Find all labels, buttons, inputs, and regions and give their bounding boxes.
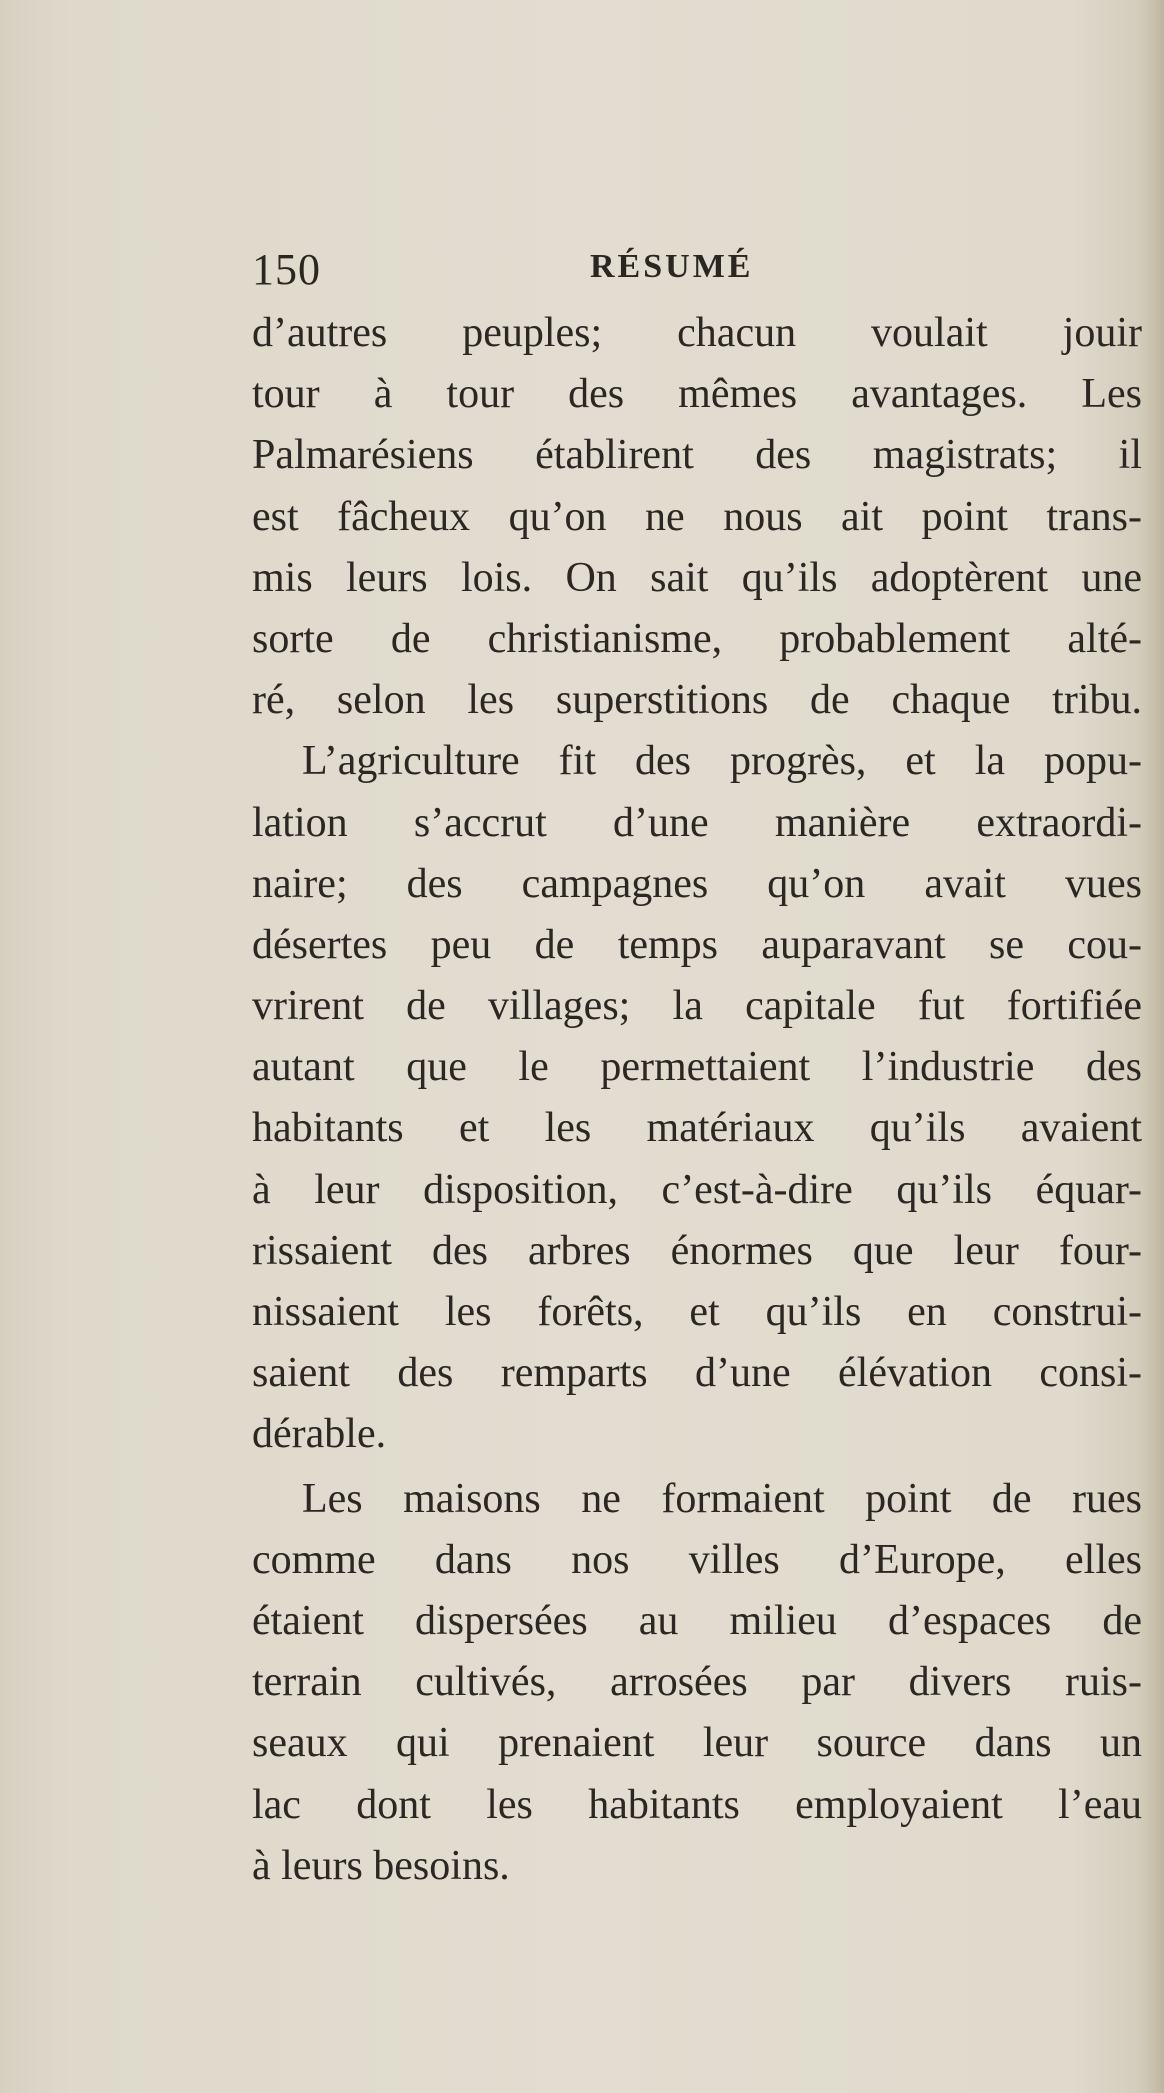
paragraph-end-line: dérable. — [252, 1411, 387, 1458]
text-line: terrain cultivés, arrosées par divers ruis- — [252, 1659, 1142, 1706]
text-line: Palmarésiens établirent des magistrats; il — [252, 432, 1142, 479]
text-line: sorte de christianisme, probablement alté- — [252, 615, 1142, 662]
paragraph-start-line: Les maisons ne formaient point de rues — [302, 1475, 1142, 1522]
text-line: autant que le permettaient l’industrie des — [252, 1044, 1142, 1091]
text-line: lac dont les habitants employaient l’eau — [252, 1781, 1142, 1828]
page-number: 150 — [252, 245, 321, 294]
text-line: ré, selon les superstitions de chaque tribu. — [252, 677, 1142, 724]
text-line: mis leurs lois. On sait qu’ils adoptèrent une — [252, 554, 1142, 601]
paragraph-end-line: à leurs besoins. — [252, 1842, 510, 1889]
text-line: vrirent de villages; la capitale fut fortifiée — [252, 983, 1142, 1030]
text-line: tour à tour des mêmes avantages. Les — [252, 371, 1142, 418]
text-line: désertes peu de temps auparavant se cou- — [252, 921, 1142, 968]
text-line: naire; des campagnes qu’on avait vues — [252, 860, 1142, 907]
page-header — [252, 244, 792, 300]
running-head: RÉSUMÉ — [590, 248, 754, 285]
paragraph-start-line: L’agriculture fit des progrès, et la popu- — [302, 738, 1142, 785]
text-line: rissaient des arbres énormes que leur four- — [252, 1227, 1142, 1274]
text-line: est fâcheux qu’on ne nous ait point trans- — [252, 493, 1142, 540]
text-line: d’autres peuples; chacun voulait jouir — [252, 310, 1142, 356]
text-line: comme dans nos villes d’Europe, elles — [252, 1536, 1142, 1583]
text-line: seaux qui prenaient leur source dans un — [252, 1720, 1142, 1767]
text-line: à leur disposition, c’est-à-dire qu’ils équar- — [252, 1166, 1142, 1213]
text-line: nissaient les forêts, et qu’ils en construi- — [252, 1289, 1142, 1335]
text-line: étaient dispersées au milieu d’espaces de — [252, 1597, 1142, 1644]
body-text — [252, 303, 1152, 1897]
text-line: habitants et les matériaux qu’ils avaient — [252, 1105, 1142, 1152]
text-line: lation s’accrut d’une manière extraordi- — [252, 799, 1142, 846]
text-line: saient des remparts d’une élévation consi- — [252, 1350, 1142, 1397]
